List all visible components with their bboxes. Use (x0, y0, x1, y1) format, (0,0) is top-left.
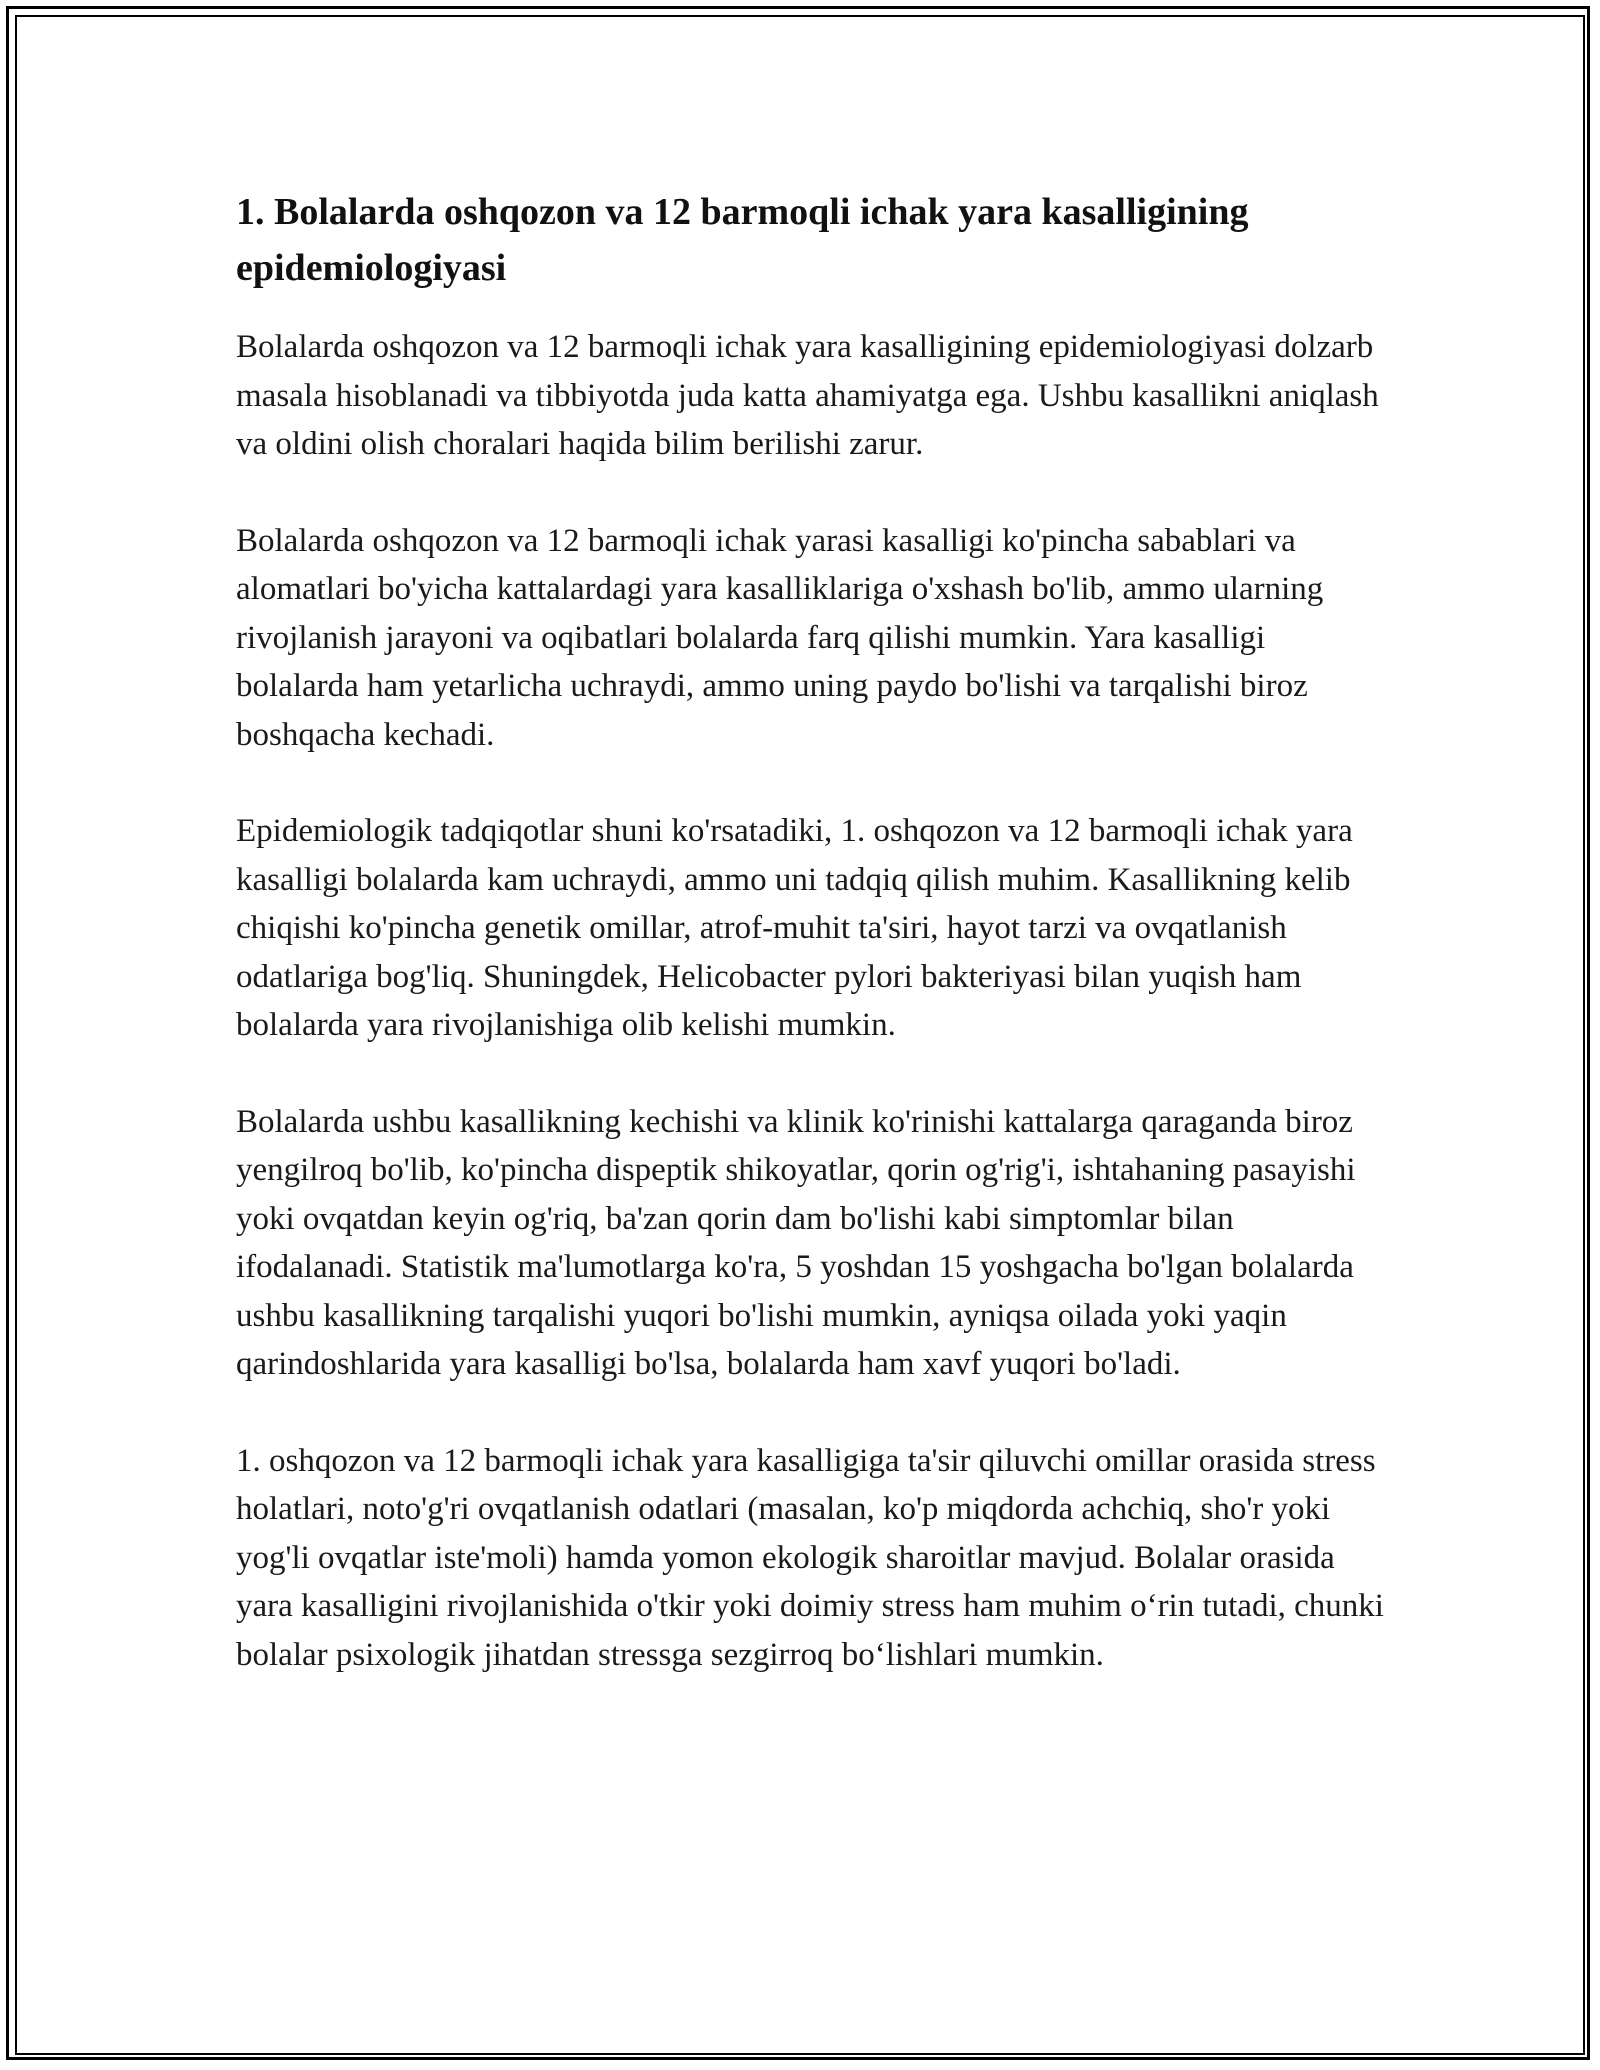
document-body (236, 184, 1386, 1727)
paragraph: 1. oshqozon va 12 barmoqli ichak yara kasalligiga ta'sir qiluvchi omillar orasida stress holatlari, noto'g'ri ovqatlanish odatlari (masalan, ko'p miqdorda achchiq, sho'r yoki yog'li ovqatlar iste'moli) hamda yomon ekologik sharoitlar mavjud. Bolalar orasida yara kasalligini rivojlanishida o'tkir yoki doimiy stress ham muhim o‘rin tutadi, chunki bolalar psixologik jihatdan stressga sezgirroq bo‘lishlari mumkin. (236, 1442, 1384, 1673)
paragraph: Epidemiologik tadqiqotlar shuni ko'rsatadiki, 1. oshqozon va 12 barmoqli ichak yara kasalligi bolalarda kam uchraydi, ammo uni tadqiq qilish muhim. Kasallikning kelib chiqishi ko'pincha genetik omillar, atrof-muhit ta'siri, hayot tarzi va ovqatlanish odatlariga bog'liq. Shuningdek, Helicobacter pylori bakteriyasi bilan yuqish ham bolalarda yara rivojlanishiga olib kelishi mumkin. (236, 813, 1353, 1043)
paragraph: Bolalarda oshqozon va 12 barmoqli ichak yarasi kasalligi ko'pincha sabablari va alomatlari bo'yicha kattalardagi yara kasalliklariga o'xshash bo'lib, ammo ularning rivojlanish jarayoni va oqibatlari bolalarda farq qilishi mumkin. Yara kasalligi bolalarda ham yetarlicha uchraydi, ammo uning paydo bo'lishi va tarqalishi biroz boshqacha kechadi. (236, 522, 1324, 753)
paragraph: Bolalarda oshqozon va 12 barmoqli ichak yara kasalligining epidemiologiyasi dolzarb masala hisoblanadi va tibbiyotda juda katta ahamiyatga ega. Ushbu kasallikni aniqlash va oldini olish choralari haqida bilim berilishi zarur. (236, 329, 1379, 462)
section-heading: 1. Bolalarda oshqozon va 12 barmoqli ichak yara kasalligining epidemiologiyasi (236, 191, 1249, 289)
paragraph: Bolalarda ushbu kasallikning kechishi va klinik ko'rinishi kattalarga qaraganda biroz yengilroq bo'lib, ko'pincha dispeptik shikoyatlar, qorin og'rig'i, ishtahaning pasayishi yoki ovqatdan keyin og'riq, ba'zan qorin dam bo'lishi kabi simptomlar bilan ifodalanadi. Statistik ma'lumotlarga ko'ra, 5 yoshdan 15 yoshgacha bo'lgan bolalarda ushbu kasallikning tarqalishi yuqori bo'lishi mumkin, ayniqsa oilada yoki yaqin qarindoshlarida yara kasalligi bo'lsa, bolalarda ham xavf yuqori bo'ladi. (236, 1103, 1356, 1382)
